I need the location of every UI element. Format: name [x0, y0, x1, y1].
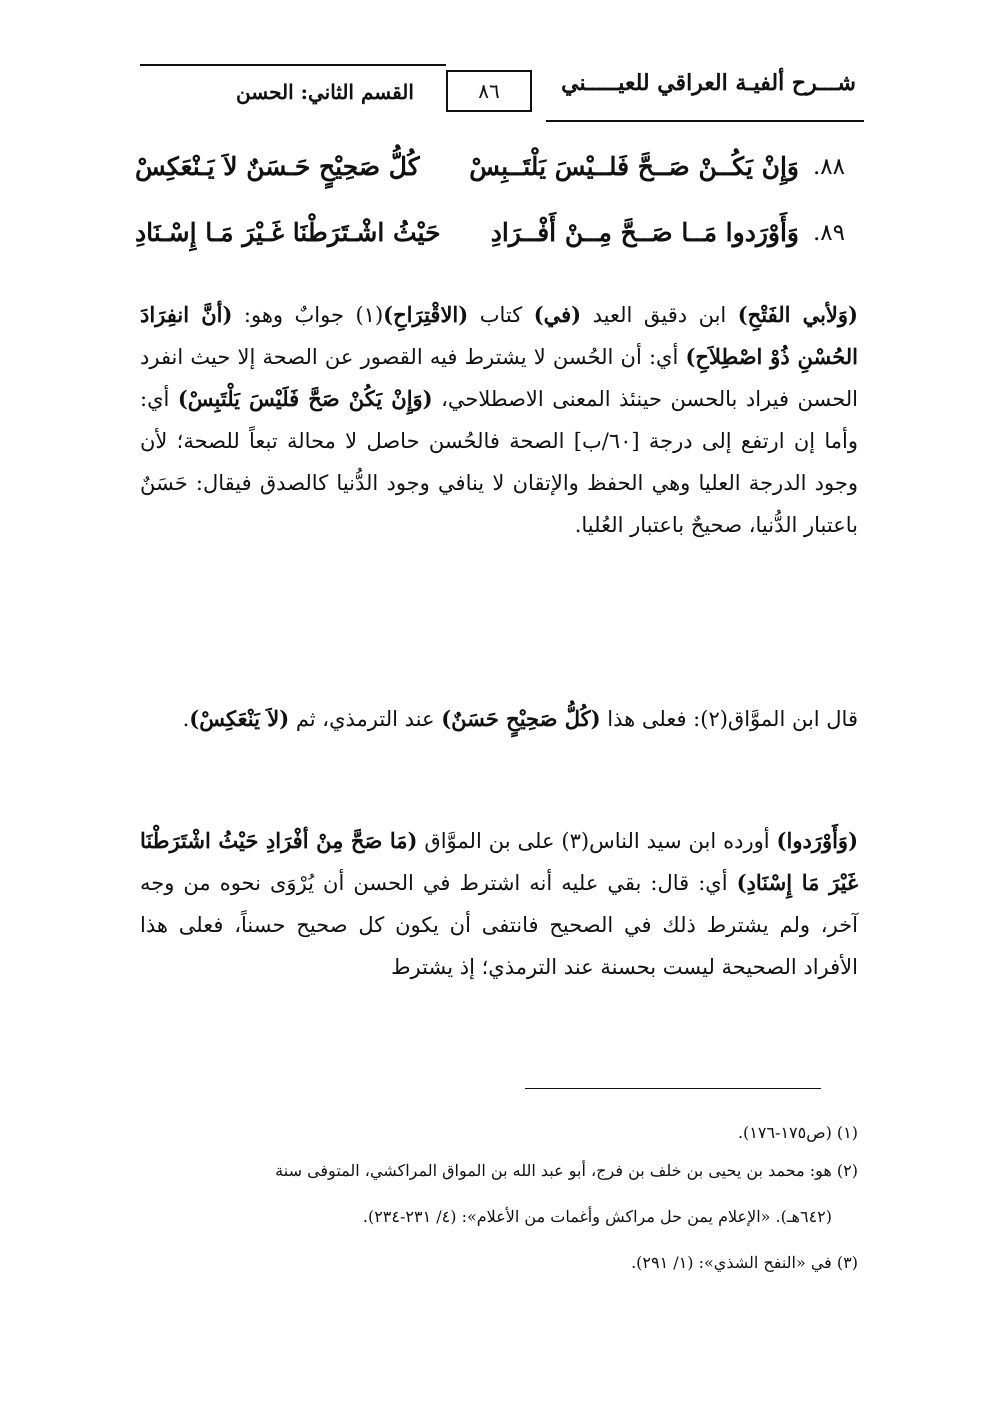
quoted-verse-text: (وَأَوْرَدوا)	[776, 828, 859, 853]
verse-number: ٨٩.	[812, 220, 845, 246]
commentary-text: أي: أن الحُسن لا يشترط فيه القصور عن الصحة إلا حيث انفرد الحسن فيراد بالحسن حينئذ المعنى الاصطلاحي،	[140, 345, 858, 411]
commentary-text: أي: وأما إن ارتفع إلى درجة [٦٠/ب] الصحة فالحُسن حاصل لا محالة تبعاً للصحة؛ لأن وجود الدرجة العليا وهي الحفظ والإتقان لا ينافي وجود الدُّنيا كالصدق فيقال: حَسَنٌ باعتبار الدُّنيا، صحيحٌ باعتبار العُليا.	[140, 387, 858, 537]
commentary-paragraph-1	[140, 294, 858, 546]
quoted-verse-text: (لاَ يَنْعَكِسْ)	[189, 706, 290, 731]
commentary-text: قال ابن الموَّاق(٢): فعلى هذا	[600, 707, 858, 731]
verse-second-hemistich: كُلُّ صَحِيْحٍ حَـسَنٌ لاَ يَـنْعَكِسْ	[135, 152, 420, 181]
quoted-verse-text: (مَا صَحَّ مِنْ أفْرَادِ حَيْثُ اشْتَرَطْنَا غَيْرَ مَا إِسْنَادِ)	[140, 828, 858, 895]
page-number-box	[446, 70, 532, 112]
commentary-text: كتاب	[468, 303, 534, 327]
quoted-verse-text: (الاقْتِرَاحِ)	[383, 302, 469, 327]
header-section-block	[140, 64, 446, 122]
verse-88	[135, 148, 855, 194]
running-header	[140, 64, 864, 126]
verse-89	[135, 214, 855, 260]
verse-number: ٨٨.	[812, 154, 845, 180]
quoted-verse-text: (وَلأبي الفَتْحِ)	[737, 302, 858, 327]
book-title: شـــرح ألفيـة العراقي للعيـــــني	[561, 70, 856, 96]
footnote-2-continued: (٦٤٢هـ). «الإعلام يمن حل مراكش وأغمات من الأعلام»: (٤/ ٢٣١-٢٣٤).	[362, 1207, 832, 1226]
commentary-paragraph-3	[140, 820, 858, 988]
quoted-verse-text: (في)	[533, 302, 582, 327]
header-book-title-block	[546, 64, 864, 122]
footnote-2: (٢) هو: محمد بن يحيى بن خلف بن فرج، أبو عبد الله بن المواق المراكشي، المتوفى سنة	[275, 1161, 858, 1180]
commentary-paragraph-2	[140, 698, 858, 740]
commentary-text: (١) جوابٌ وهو:	[232, 303, 384, 327]
commentary-text: .	[182, 707, 190, 731]
footnote-1: (١) (ص١٧٥-١٧٦).	[737, 1123, 858, 1142]
footnote-3: (٣) في «النفح الشذي»: (١/ ٢٩١).	[631, 1253, 858, 1272]
verse-first-hemistich: وَأَوْرَدوا مَــا صَــحَّ مِــنْ أَفْــرَادِ	[490, 218, 799, 247]
commentary-text: أورده ابن سيد الناس(٣) على بن الموَّاق	[417, 829, 777, 853]
commentary-text: ابن دقيق العيد	[581, 303, 738, 327]
commentary-text: عند الترمذي، ثم	[289, 707, 442, 731]
verse-second-hemistich: حَيْثُ اشْـتَرَطْنَا غَـيْرَ مَـا إِسْـنَادِ	[135, 218, 441, 247]
commentary-text: أي: قال: بقي عليه أنه اشترط في الحسن أن يُرْوَى نحوه من وجه آخر، ولم يشترط ذلك في الصحيح فانتفى أن يكون كل صحيح حسناً، فعلى هذا الأفراد الصحيحة ليست بحسنة عند الترمذي؛ إذ يشترط	[140, 871, 858, 979]
quoted-verse-text: (أنَّ انفِرَادَ الحُسْنِ ذُوْ اصْطِلاَحِ)	[140, 302, 858, 369]
verse-first-hemistich: وَإِنْ يَكُــنْ صَــحَّ فَلــيْسَ يَلْتَــبِسْ	[469, 152, 799, 181]
quoted-verse-text: (وَإِنْ يَكُنْ صَحَّ فَلَيْسَ يَلْتَبِسْ)	[177, 386, 433, 411]
footnote-separator	[525, 1088, 821, 1089]
quoted-verse-text: (كُلُّ صَحِيْحٍ حَسَنٌ)	[441, 706, 601, 731]
page-number: ٨٦	[478, 79, 500, 103]
section-title: القسم الثاني: الحسن	[236, 80, 414, 104]
